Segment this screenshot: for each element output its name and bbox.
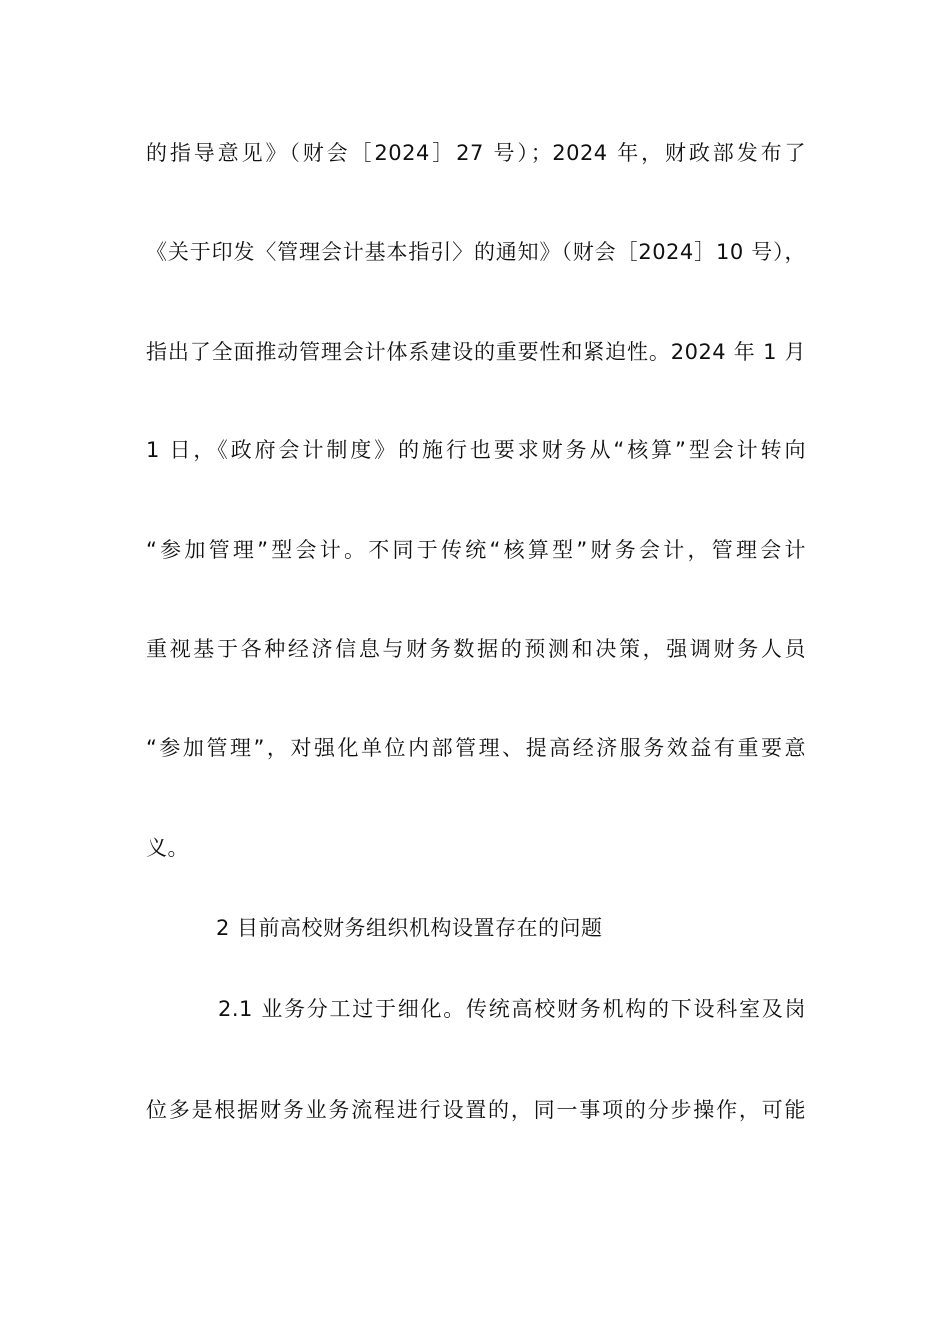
paragraph-line: 重视基于各种经济信息与财务数据的预测和决策，强调财务人员 [146, 637, 806, 661]
subsection-line: 位多是根据财务业务流程进行设置的，同一事项的分步操作，可能 [146, 1098, 806, 1122]
paragraph-line: 的指导意见》（财会［2024］27 号）；2024 年，财政部发布了 [146, 141, 806, 165]
paragraph-line-last: 义。 [146, 836, 189, 860]
section-heading: 2 目前高校财务组织机构设置存在的问题 [216, 916, 603, 940]
paragraph-line: 1 日，《政府会计制度》的施行也要求财务从“核算”型会计转向 [146, 438, 806, 462]
subsection-line: 2.1 业务分工过于细化。传统高校财务机构的下设科室及岗 [218, 997, 806, 1021]
paragraph-line: 指出了全面推动管理会计体系建设的重要性和紧迫性。2024 年 1 月 [146, 340, 806, 364]
paragraph-line: “参加管理”型会计。不同于传统“核算型”财务会计，管理会计 [146, 538, 806, 562]
paragraph-line: “参加管理”，对强化单位内部管理、提高经济服务效益有重要意 [146, 736, 806, 760]
paragraph-line: 《关于印发〈管理会计基本指引〉的通知》（财会［2024］10 号）， [146, 240, 806, 264]
